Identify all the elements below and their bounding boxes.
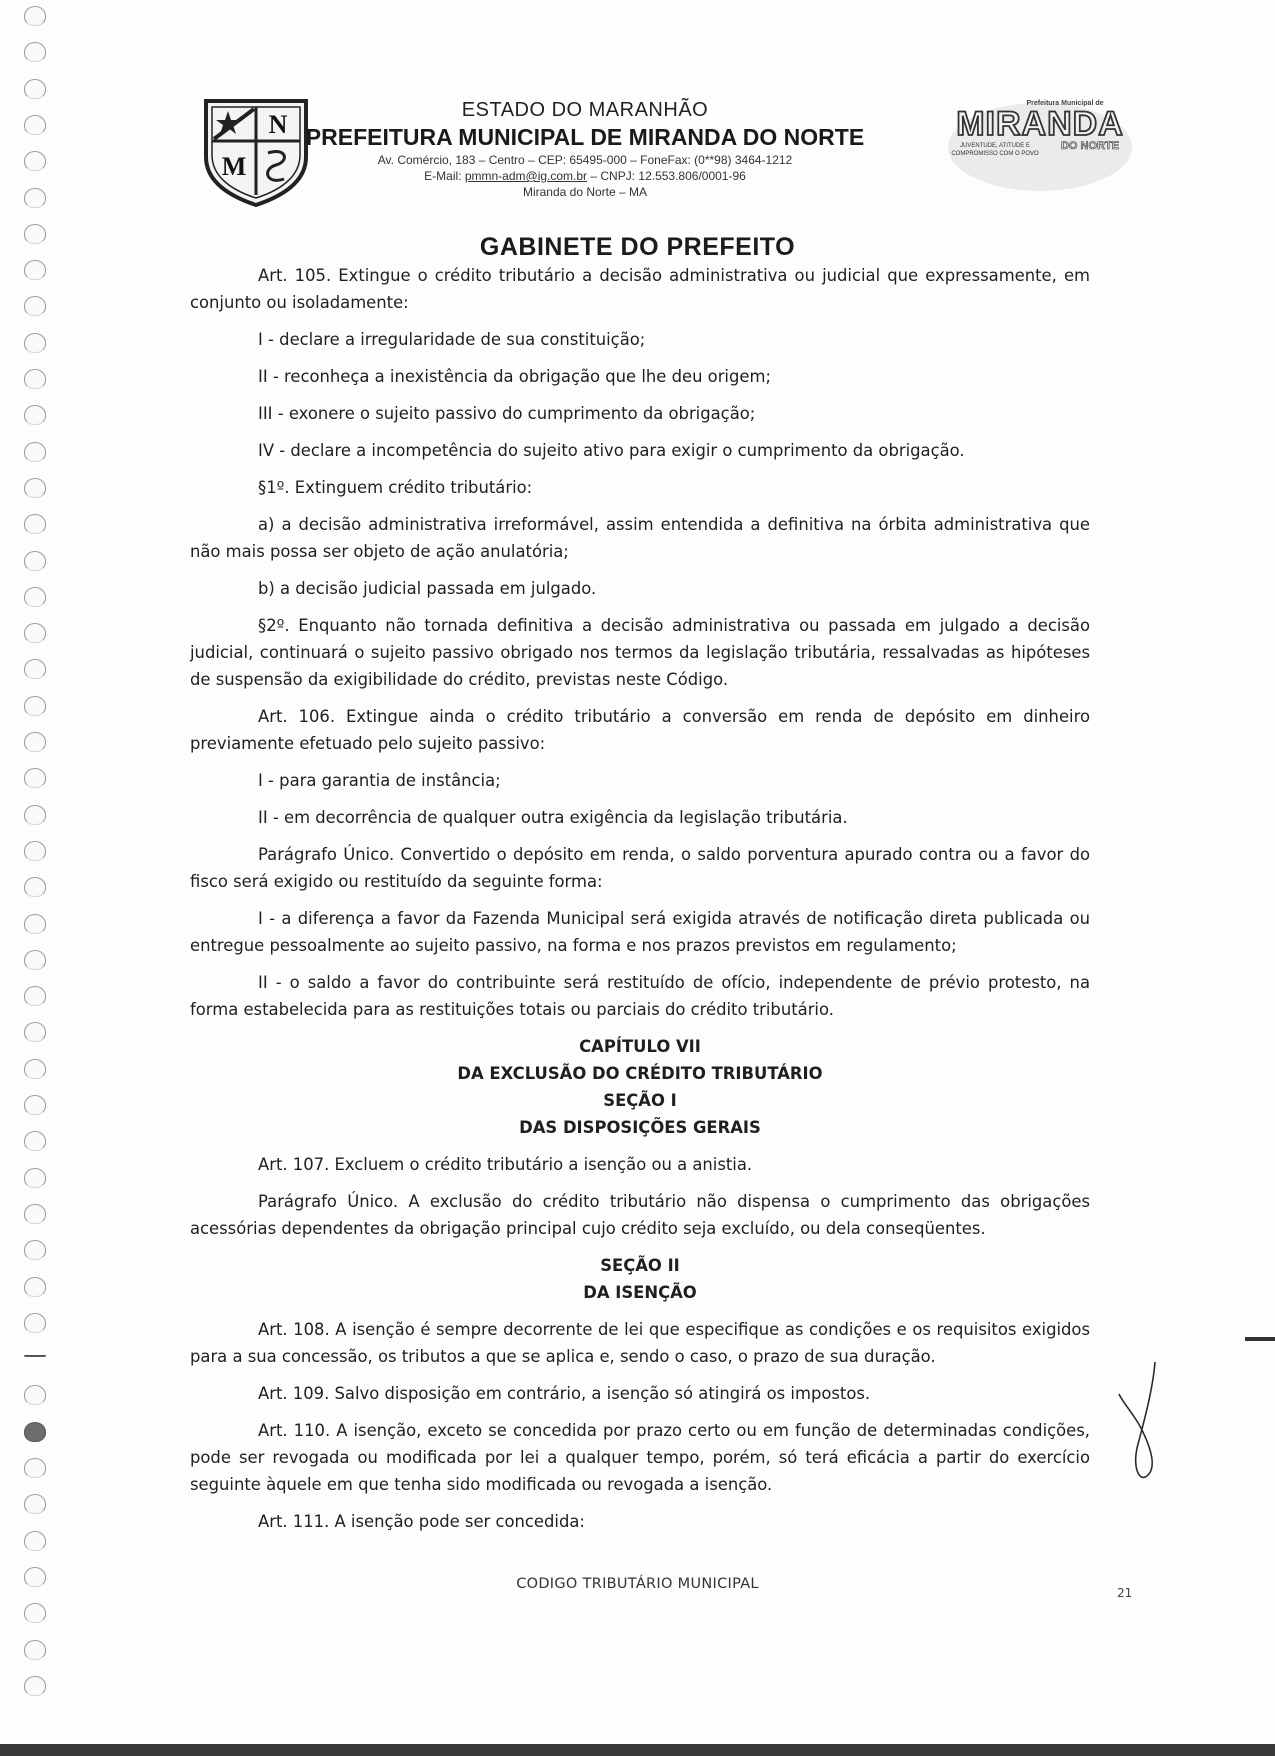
scan-edge: [0, 1744, 1275, 1756]
logo-slogan-1: JUVENTUDE, ATITUDE E: [960, 143, 1030, 149]
binding-ring: [24, 514, 46, 534]
paragraph-item: Parágrafo Único. Convertido o depósito em renda, o saldo porventura apurado contra ou a favor do fisco será exigido ou restituído da seguinte forma:: [190, 845, 1090, 891]
binding-ring: [24, 551, 46, 571]
binding-ring: [24, 1022, 46, 1042]
logo-sub: DO NORTE: [1060, 140, 1120, 152]
binding-ring: [24, 1277, 46, 1297]
binding-ring: [24, 877, 46, 897]
binding-ring: [24, 369, 46, 389]
binding-ring: [24, 115, 46, 135]
binding-ring: [24, 1168, 46, 1188]
paragraph-item: §2º. Enquanto não tornada definitiva a decisão administrativa ou passada em julgado a decisão judicial, continuará o sujeito passivo obrigado nos termos da legislação tributária, ressalvadas as hipóteses de suspensão da exigibilidade do crédito, previstas neste Código.: [190, 616, 1090, 689]
binding-ring: [24, 405, 46, 425]
email-label: E-Mail:: [424, 169, 465, 183]
paragraph-art-110: Art. 110. A isenção, exceto se concedida por prazo certo ou em função de determinadas condições, pode ser revogada ou modificada por lei a qualquer tempo, porém, só terá eficácia a partir do exercício seguinte àquele em que tenha sido modificada ou revogada a isenção.: [190, 1421, 1090, 1494]
paragraph-item: II - reconheça a inexistência da obrigação que lhe deu origem;: [258, 367, 771, 386]
section-title: DA ISENÇÃO: [583, 1283, 697, 1302]
footer-title: CODIGO TRIBUTÁRIO MUNICIPAL: [516, 1576, 759, 1592]
spiral-binding: [22, 0, 52, 1756]
binding-ring: [24, 1385, 46, 1405]
edge-mark: [1245, 1337, 1275, 1341]
municipal-crest-icon: [200, 95, 312, 207]
chapter-number: CAPÍTULO VII: [579, 1037, 701, 1056]
binding-ring: [24, 732, 46, 752]
document-body: [190, 262, 1090, 1545]
crest-letter-n: N: [268, 110, 288, 139]
paragraph-art-107: Art. 107. Excluem o crédito tributário a isenção ou a anistia.: [258, 1155, 753, 1174]
binding-ring: [24, 1131, 46, 1151]
binding-ring: [24, 42, 46, 62]
binding-ring: [24, 1676, 46, 1696]
binding-ring: [24, 1531, 46, 1551]
paragraph-item: II - o saldo a favor do contribuinte será restituído de ofício, independente de prévio protesto, na forma estabelecida para as restituições totais ou parciais do crédito tributário.: [190, 973, 1090, 1019]
section-number: SEÇÃO I: [603, 1091, 677, 1110]
paragraph-art-106: Art. 106. Extingue ainda o crédito tributário a conversão em renda de depósito em dinheiro previamente efetuado pelo sujeito passivo:: [190, 707, 1090, 753]
state-name: ESTADO DO MARANHÃO: [461, 99, 709, 121]
binding-ring: [24, 151, 46, 171]
address-line: Av. Comércio, 183 – Centro – CEP: 65495-000 – FoneFax: (0**98) 3464-1212: [377, 153, 793, 167]
section-heading: [190, 1252, 1090, 1306]
chapter-heading: [190, 1033, 1090, 1141]
binding-ring: [24, 6, 46, 26]
binding-ring: [24, 659, 46, 679]
section-title: DAS DISPOSIÇÕES GERAIS: [519, 1118, 761, 1137]
binding-ring: [24, 696, 46, 716]
paragraph-item: IV - declare a incompetência do sujeito ativo para exigir o cumprimento da obrigação.: [258, 441, 965, 460]
binding-ring: [24, 986, 46, 1006]
binding-ring: [24, 1422, 46, 1442]
paragraph-item: b) a decisão judicial passada em julgado.: [258, 579, 597, 598]
page-number: 21: [1117, 1586, 1133, 1600]
binding-ring: [24, 768, 46, 788]
paragraph-item: a) a decisão administrativa irreformável, assim entendida a definitiva na órbita administrativa que não mais possa ser objeto de ação anulatória;: [190, 515, 1090, 561]
logo-name: MIRANDA: [956, 105, 1124, 143]
chapter-title: DA EXCLUSÃO DO CRÉDITO TRIBUTÁRIO: [457, 1064, 823, 1083]
binding-ring: [24, 1240, 46, 1260]
logo-slogan-2: COMPROMISSO COM O POVO: [951, 151, 1039, 157]
logo-top-text: Prefeitura Municipal de: [1026, 100, 1104, 107]
paragraph-item: I - para garantia de instância;: [258, 771, 501, 790]
binding-ring: [24, 296, 46, 316]
binding-ring: [24, 442, 46, 462]
paragraph-item: I - a diferença a favor da Fazenda Municipal será exigida através de notificação direta publicada ou entregue pessoalmente ao sujeito passivo, na forma e nos prazos previstos em regulamento;: [190, 909, 1090, 955]
email-link[interactable]: pmmn-adm@ig.com.br: [464, 169, 588, 183]
binding-ring: [24, 623, 46, 643]
paragraph-art-111: Art. 111. A isenção pode ser concedida:: [258, 1512, 585, 1531]
paragraph-art-109: Art. 109. Salvo disposição em contrário, a isenção só atingirá os impostos.: [258, 1384, 871, 1403]
paragraph-item: II - em decorrência de qualquer outra exigência da legislação tributária.: [258, 808, 848, 827]
cnpj: – CNPJ: 12.553.806/0001-96: [587, 169, 746, 183]
binding-ring: [24, 1458, 46, 1478]
office-title: GABINETE DO PREFEITO: [479, 233, 796, 261]
miranda-logo-icon: [945, 95, 1135, 195]
letterhead-text: [300, 99, 870, 199]
section-number: SEÇÃO II: [600, 1256, 680, 1275]
binding-ring: [24, 188, 46, 208]
binding-ring: [24, 478, 46, 498]
paragraph-item: Parágrafo Único. A exclusão do crédito tributário não dispensa o cumprimento das obrigações acessórias dependentes da obrigação principal cujo crédito seja excluído, ou dela conseqüentes.: [190, 1192, 1090, 1238]
letterhead: [200, 95, 1140, 215]
binding-ring: [24, 1204, 46, 1224]
binding-ring: [24, 260, 46, 280]
binding-ring: [24, 950, 46, 970]
binding-ring: [24, 587, 46, 607]
binding-ring: [24, 1640, 46, 1660]
binding-ring: [24, 1349, 46, 1357]
prefecture-name: PREFEITURA MUNICIPAL DE MIRANDA DO NORTE: [305, 124, 865, 150]
crest-letter-m: M: [221, 152, 247, 181]
binding-ring: [24, 1059, 46, 1079]
paragraph-art-105: Art. 105. Extingue o crédito tributário a decisão administrativa ou judicial que expressamente, em conjunto ou isoladamente:: [190, 266, 1090, 312]
binding-ring: [24, 1095, 46, 1115]
paragraph-item: III - exonere o sujeito passivo do cumprimento da obrigação;: [258, 404, 756, 423]
paragraph-item: §1º. Extinguem crédito tributário:: [258, 478, 533, 497]
binding-ring: [24, 79, 46, 99]
signature-icon: [1115, 1358, 1175, 1488]
binding-ring: [24, 841, 46, 861]
binding-ring: [24, 333, 46, 353]
binding-ring: [24, 914, 46, 934]
contact-line: [300, 169, 870, 183]
binding-ring: [24, 1313, 46, 1333]
binding-ring: [24, 805, 46, 825]
binding-ring: [24, 1603, 46, 1623]
paragraph-art-108: Art. 108. A isenção é sempre decorrente de lei que especifique as condições e os requisitos exigidos para a sua concessão, os tributos a que se aplica e, sendo o caso, o prazo de sua duração.: [190, 1320, 1090, 1366]
paragraph-item: I - declare a irregularidade de sua constituição;: [258, 330, 646, 349]
city-line: Miranda do Norte – MA: [522, 185, 648, 199]
binding-ring: [24, 1494, 46, 1514]
